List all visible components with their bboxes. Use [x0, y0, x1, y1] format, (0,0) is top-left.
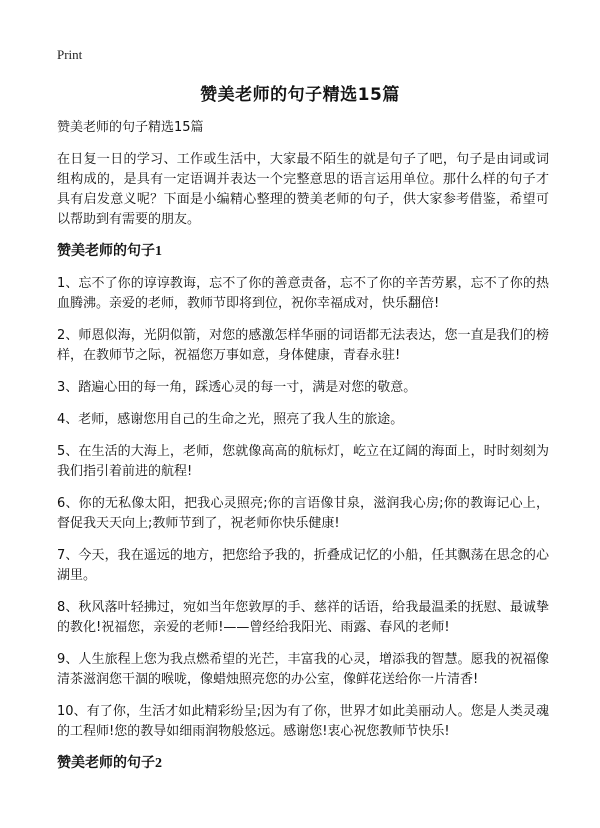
section-heading-2: 赞美老师的句子2 — [57, 756, 162, 771]
list-item: 1、忘不了你的谆谆教诲，忘不了你的善意责备，忘不了你的辛苦劳累，忘不了你的热血腾沸。亲爱的老师，教师节即将到位，祝你幸福成对，快乐翻倍! — [57, 276, 549, 311]
print-label: Print — [57, 47, 83, 62]
list-item: 2、师恩似海，光阴似箭，对您的感激怎样华丽的词语都无法表达，您一直是我们的榜样，在教师节之际，祝福您万事如意，身体健康，青春永驻! — [57, 328, 549, 363]
list-item: 9、人生旅程上您为我点燃希望的光芒，丰富我的心灵，增添我的智慧。愿我的祝福像清茶滋润您干涸的喉咙，像蜡烛照亮您的办公室，像鲜花送给你一片清香! — [57, 652, 549, 687]
list-item: 4、老师，感谢您用自己的生命之光，照亮了我人生的旅途。 — [57, 412, 404, 427]
list-item: 10、有了你，生活才如此精彩纷呈;因为有了你，世界才如此美丽动人。您是人类灵魂的工程师!您的教导如细雨润物般悠远。感谢您!衷心祝您教师节快乐! — [57, 704, 549, 739]
list-item: 3、踏遍心田的每一角，踩透心灵的每一寸，满是对您的敬意。 — [57, 380, 417, 395]
list-item: 5、在生活的大海上，老师，您就像高高的航标灯，屹立在辽阔的海面上，时时刻刻为我们指引着前进的航程! — [57, 444, 549, 479]
document-subtitle: 赞美老师的句子精选15篇 — [57, 120, 204, 135]
intro-paragraph: 在日复一日的学习、工作或生活中，大家最不陌生的就是句子了吧，句子是由词或词组构成的，是具有一定语调并表达一个完整意思的语言运用单位。那什么样的句子才具有启发意义呢？下面是小编精心整理的赞美老师的句子，供大家参考借鉴，希望可以帮助到有需要的朋友。 — [57, 152, 549, 227]
list-item: 6、你的无私像太阳，把我心灵照亮;你的言语像甘泉，滋润我心房;你的教诲记心上，督促我天天向上;教师节到了，祝老师你快乐健康! — [57, 496, 549, 531]
list-item: 8、秋风落叶轻拂过，宛如当年您敦厚的手、慈祥的话语，给我最温柔的抚慰、最诚挚的教化!祝福您，亲爱的老师!——曾经给我阳光、雨露、春风的老师! — [57, 600, 549, 635]
list-item: 7、今天，我在遥远的地方，把您给予我的，折叠成记忆的小船，任其飘荡在思念的心湖里。 — [57, 548, 549, 583]
page-title: 赞美老师的句子精选15篇 — [200, 85, 400, 105]
section-heading-1: 赞美老师的句子1 — [57, 244, 162, 259]
document-body — [57, 118, 549, 786]
